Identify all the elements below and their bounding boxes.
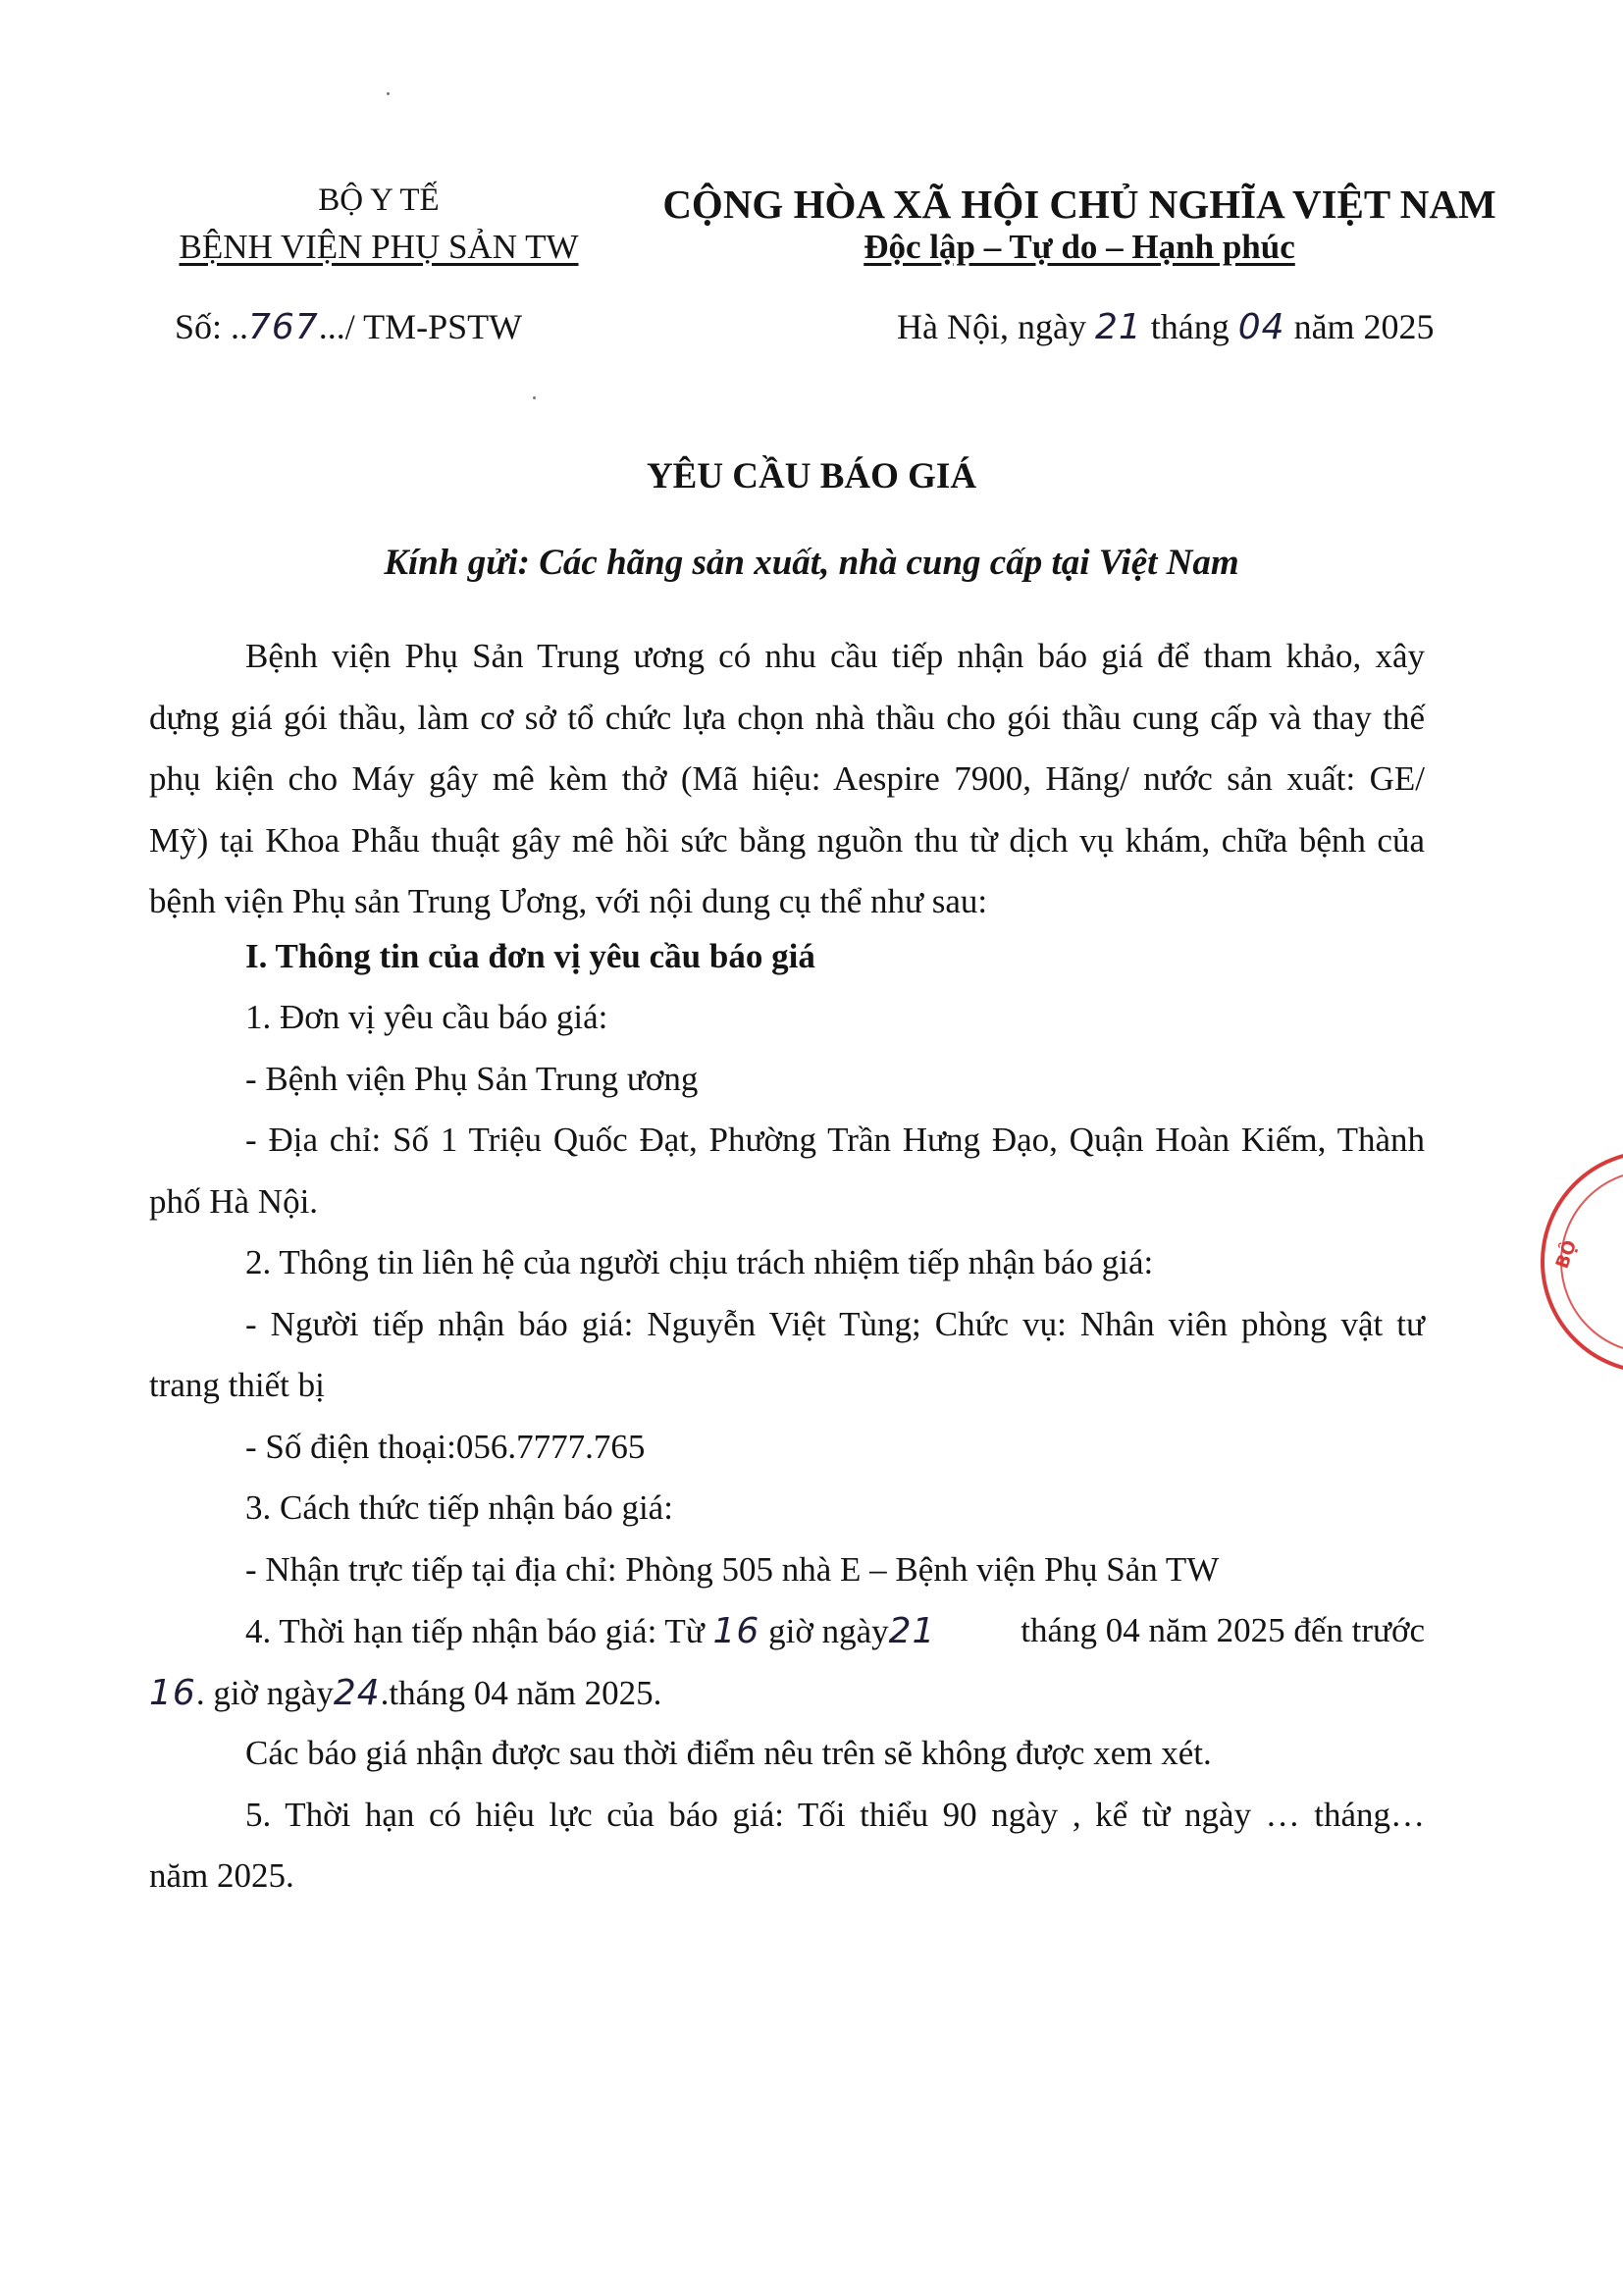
- validity-line: 5. Thời hạn có hiệu lực của báo giá: Tối thiểu 90 ngày , kể từ ngày … tháng…: [245, 1796, 1425, 1834]
- receiver-line-cont: trang thiết bị: [149, 1366, 325, 1404]
- intro-line: phụ kiện cho Máy gây mê kèm thở (Mã hiệu: Aespire 7900, Hãng/ nước sản xuất: GE/: [149, 759, 1425, 798]
- reference-number: [175, 306, 522, 347]
- deadline-hour-handwritten: 16: [149, 1673, 196, 1713]
- intro-line: dựng giá gói thầu, làm cơ sở tổ chức lựa chọn nhà thầu cho gói thầu cung cấp và thay thế: [149, 698, 1425, 737]
- scan-speck: [387, 92, 390, 95]
- date-day-handwritten: 21: [1094, 307, 1142, 347]
- date-year-label: năm 2025: [1293, 307, 1435, 346]
- date-prefix: Hà Nội, ngày: [897, 307, 1086, 346]
- intro-line: Bệnh viện Phụ Sản Trung ương có nhu cầu tiếp nhận báo giá để tham khảo, xây: [245, 637, 1425, 675]
- late-note: Các báo giá nhận được sau thời điểm nêu trên sẽ không được xem xét.: [245, 1734, 1212, 1772]
- deadline-text: . giờ ngày: [195, 1674, 334, 1712]
- ministry-name: BỘ Y TẾ: [318, 183, 440, 218]
- receiver-line: - Người tiếp nhận báo giá: Nguyễn Việt Tùng; Chức vụ: Nhân viên phòng vật tư: [245, 1305, 1425, 1343]
- date-line: [897, 306, 1435, 347]
- deadline-text: giờ ngày: [768, 1612, 889, 1650]
- deadline-line-cont: [149, 1673, 661, 1713]
- date-month-handwritten: 04: [1237, 307, 1285, 347]
- country-name: CỘNG HÒA XÃ HỘI CHỦ NGHĨA VIỆT NAM: [662, 182, 1496, 227]
- reference-suffix: / TM-PSTW: [344, 307, 523, 346]
- deadline-day-handwritten: 24: [333, 1673, 381, 1713]
- address-line: - Địa chỉ: Số 1 Triệu Quốc Đạt, Phường Trần Hưng Đạo, Quận Hoàn Kiếm, Thành: [245, 1121, 1425, 1159]
- item-heading: 3. Cách thức tiếp nhận báo giá:: [245, 1488, 673, 1527]
- reference-number-handwritten: 767: [248, 307, 319, 347]
- phone-line: - Số điện thoại:056.7777.765: [245, 1428, 646, 1466]
- intro-paragraph: [149, 626, 1425, 933]
- intro-line: Mỹ) tại Khoa Phẫu thuật gây mê hồi sức bằng nguồn thu từ dịch vụ khám, chữa bệnh của: [149, 820, 1425, 860]
- receive-method: - Nhận trực tiếp tại địa chỉ: Phòng 505 nhà E – Bệnh viện Phụ Sản TW: [245, 1550, 1220, 1589]
- document-title: YÊU CẦU BÁO GIÁ: [646, 456, 977, 496]
- deadline-hour-handwritten: 16: [712, 1611, 760, 1651]
- deadline-text: .tháng 04 năm 2025.: [380, 1674, 662, 1712]
- intro-line: bệnh viện Phụ sản Trung Ương, với nội dung cụ thể như sau:: [149, 882, 988, 920]
- reference-dots: ...: [318, 307, 345, 346]
- deadline-text: tháng 04 năm 2025 đến trước: [1021, 1611, 1425, 1649]
- deadline-text: 4. Thời hạn tiếp nhận báo giá: Từ: [245, 1612, 705, 1650]
- stamp-text: BỘ: [1551, 1237, 1582, 1272]
- deadline-line: [245, 1611, 1425, 1651]
- national-motto: Độc lập – Tự do – Hạnh phúc: [864, 228, 1295, 266]
- item-heading: 1. Đơn vị yêu cầu báo giá:: [245, 998, 608, 1036]
- hospital-name: BỆNH VIỆN PHỤ SẢN TW: [179, 228, 579, 266]
- address-line-cont: phố Hà Nội.: [149, 1182, 319, 1221]
- unit-name: - Bệnh viện Phụ Sản Trung ương: [245, 1060, 699, 1098]
- reference-prefix: Số: ..: [175, 307, 249, 346]
- deadline-day-handwritten: 21: [888, 1611, 936, 1651]
- scan-speck: [533, 396, 536, 399]
- red-seal-stamp: [1541, 1150, 1623, 1374]
- validity-line-cont: năm 2025.: [149, 1856, 294, 1895]
- date-month-label: tháng: [1150, 307, 1230, 346]
- recipient-line: Kính gửi: Các hãng sản xuất, nhà cung cấp tại Việt Nam: [384, 543, 1239, 583]
- section-heading: I. Thông tin của đơn vị yêu cầu báo giá: [245, 937, 815, 975]
- item-heading: 2. Thông tin liên hệ của người chịu trách nhiệm tiếp nhận báo giá:: [245, 1243, 1154, 1281]
